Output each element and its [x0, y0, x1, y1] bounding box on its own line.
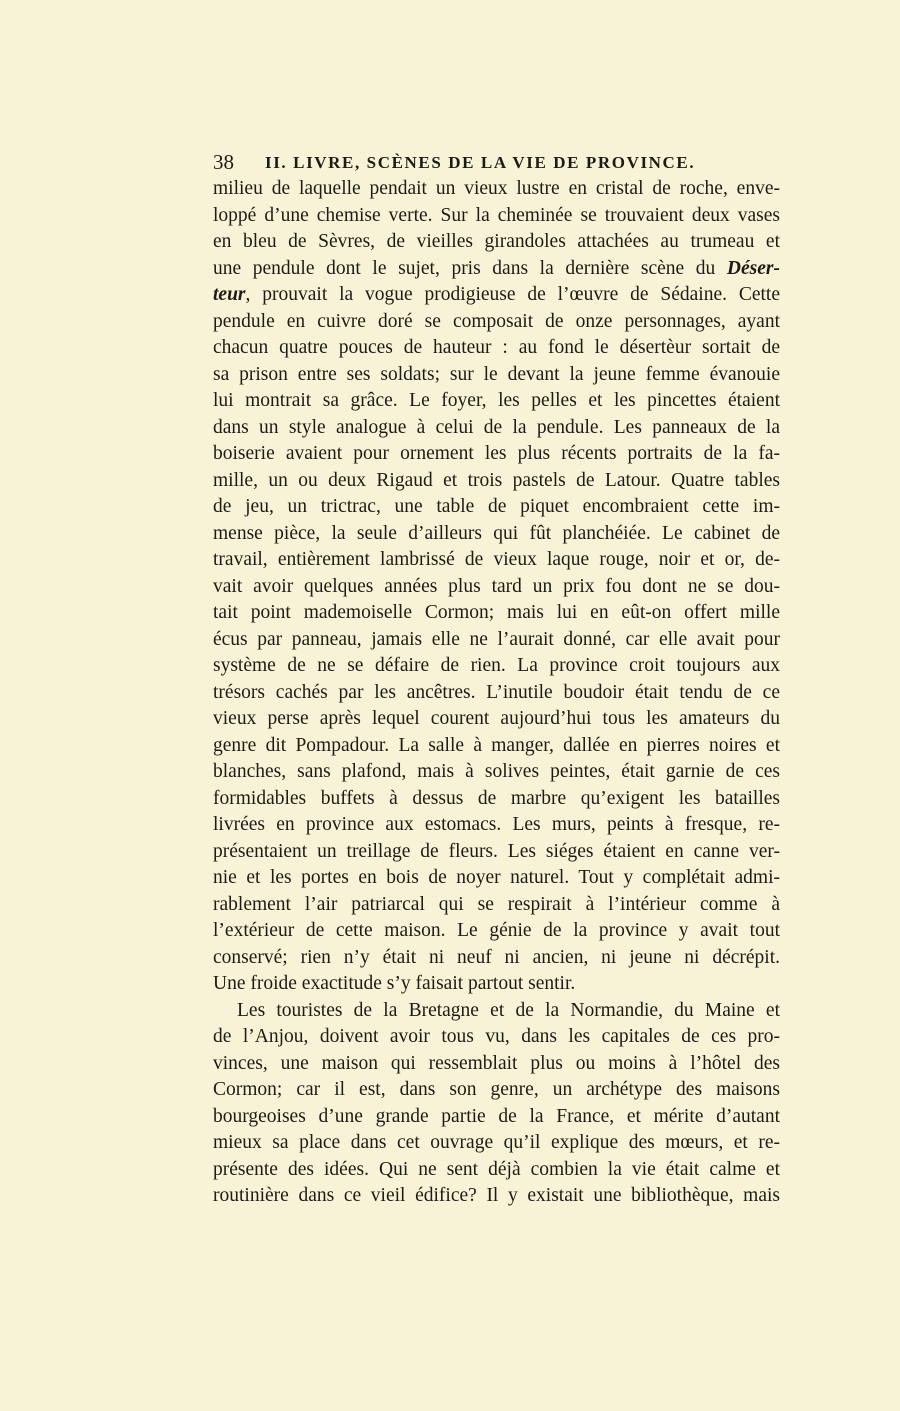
line-text: une pendule dont le sujet, pris dans la dernière scène du — [213, 257, 727, 279]
text-line — [213, 759, 780, 786]
text-line — [213, 415, 780, 442]
line-text: de jeu, un trictrac, une table de piquet encombraient cette im- — [213, 496, 780, 517]
text-line — [213, 706, 780, 733]
text-line — [213, 256, 780, 283]
line-text: Cormon; car il est, dans son genre, un archétype des maisons — [213, 1079, 780, 1100]
text-line — [213, 1157, 780, 1184]
line-text: pendule en cuivre doré se composait de onze personnages, ayant — [213, 310, 780, 332]
text-line — [213, 998, 780, 1025]
line-text: présentaient un treillage de fleurs. Les siéges étaient en canne ver- — [213, 840, 780, 862]
italic-title-text: Déser- — [726, 257, 780, 279]
line-text: vinces, une maison qui ressemblait plus ou moins à l’hôtel des — [213, 1052, 780, 1074]
text-line — [213, 309, 780, 336]
line-text: mille, un ou deux Rigaud et trois pastels de Latour. Quatre tables — [213, 469, 780, 491]
line-text: trésors cachés par les ancêtres. L’inutile boudoir était tendu de ce — [213, 681, 780, 703]
line-text: l’extérieur de cette maison. Le génie de la province y avait tout — [213, 920, 780, 941]
text-line — [213, 176, 780, 203]
text-line — [213, 521, 780, 548]
page-header — [213, 150, 780, 176]
text-line — [213, 1024, 780, 1051]
text-line — [213, 282, 780, 309]
text-line — [213, 388, 780, 415]
line-text: blanches, sans plafond, mais à solives peintes, était garnie de ces — [213, 761, 780, 782]
line-text: sa prison entre ses soldats; sur le devant la jeune femme évanouie — [213, 363, 780, 385]
line-text: lui montrait sa grâce. Le foyer, les pelles et les pincettes étaient — [213, 390, 780, 411]
line-text: genre dit Pompadour. La salle à manger, dallée en pierres noires et — [213, 734, 780, 756]
text-line — [213, 680, 780, 707]
text-line — [213, 653, 780, 680]
line-text: nie et les portes en bois de noyer naturel. Tout y complétait admi- — [213, 867, 780, 888]
line-text: vait avoir quelques années plus tard un prix fou dont ne se dou- — [213, 575, 780, 597]
body-text — [213, 176, 780, 1210]
line-text: livrées en province aux estomacs. Les murs, peints à fresque, re- — [213, 814, 780, 835]
running-title: II. LIVRE, SCÈNES DE LA VIE DE PROVINCE. — [265, 153, 696, 172]
text-line — [213, 547, 780, 574]
text-line — [213, 203, 780, 230]
line-text: formidables buffets à dessus de marbre qu’exigent les batailles — [213, 787, 780, 809]
line-text: conservé; rien n’y était ni neuf ni ancien, ni jeune ni décrépit. — [213, 946, 780, 968]
line-text: en bleu de Sèvres, de vieilles girandoles attachées au trumeau et — [213, 231, 780, 252]
line-text: milieu de laquelle pendait un vieux lustre en cristal de roche, enve- — [213, 178, 780, 199]
line-text: boiserie avaient pour ornement les plus récents portraits de la fa- — [213, 443, 780, 464]
line-text: Les touristes de la Bretagne et de la Normandie, du Maine et — [237, 999, 780, 1021]
line-text: loppé d’une chemise verte. Sur la cheminée se trouvaient deux vases — [213, 204, 780, 226]
text-line — [213, 1104, 780, 1131]
line-text: Une froide exactitude s’y faisait partout sentir. — [213, 973, 576, 994]
line-text: chacun quatre pouces de hauteur : au fond le désertèur sortait de — [213, 337, 780, 358]
text-line — [213, 786, 780, 813]
page-number: 38 — [213, 150, 234, 174]
text-line — [213, 945, 780, 972]
line-text: rablement l’air patriarcal qui se respirait à l’intérieur comme à — [213, 893, 780, 915]
text-line — [213, 1051, 780, 1078]
line-text: bourgeoises d’une grande partie de la France, et mérite d’autant — [213, 1105, 780, 1127]
line-text: système de ne se défaire de rien. La province croit toujours aux — [213, 655, 780, 676]
text-line — [213, 1130, 780, 1157]
line-text: routinière dans ce vieil édifice? Il y existait une bibliothèque, mais — [213, 1185, 780, 1206]
text-line — [213, 839, 780, 866]
text-line — [213, 600, 780, 627]
line-text: de l’Anjou, doivent avoir tous vu, dans les capitales de ces pro- — [213, 1026, 780, 1047]
text-line — [213, 733, 780, 760]
line-text: , prouvait la vogue prodigieuse de l’œuvre de Sédaine. Cette — [245, 284, 780, 305]
text-line — [213, 918, 780, 945]
text-line — [213, 441, 780, 468]
text-line — [213, 1077, 780, 1104]
text-line — [213, 362, 780, 389]
text-line — [213, 627, 780, 654]
line-text: mieux sa place dans cet ouvrage qu’il explique des mœurs, et re- — [213, 1132, 780, 1153]
text-line — [213, 494, 780, 521]
line-text: dans un style analogue à celui de la pendule. Les panneaux de la — [213, 416, 780, 438]
text-line — [213, 574, 780, 601]
line-text: mense pièce, la seule d’ailleurs qui fût planchéiée. Le cabinet de — [213, 522, 780, 544]
line-text: tait point mademoiselle Cormon; mais lui en eût-on offert mille — [213, 602, 780, 623]
line-text: vieux perse après lequel courent aujourd’hui tous les amateurs du — [213, 708, 780, 729]
line-text: présente des idées. Qui ne sent déjà combien la vie était calme et — [213, 1158, 780, 1180]
italic-title-text: teur — [213, 284, 246, 305]
line-text: écus par panneau, jamais elle ne l’aurait donné, car elle avait pour — [213, 628, 780, 650]
text-line — [213, 468, 780, 495]
text-line — [213, 971, 780, 998]
line-text: travail, entièrement lambrissé de vieux laque rouge, noir et or, de- — [213, 549, 780, 570]
text-line — [213, 812, 780, 839]
text-line — [213, 335, 780, 362]
text-line — [213, 1183, 780, 1210]
text-line — [213, 865, 780, 892]
text-line — [213, 229, 780, 256]
text-line — [213, 892, 780, 919]
